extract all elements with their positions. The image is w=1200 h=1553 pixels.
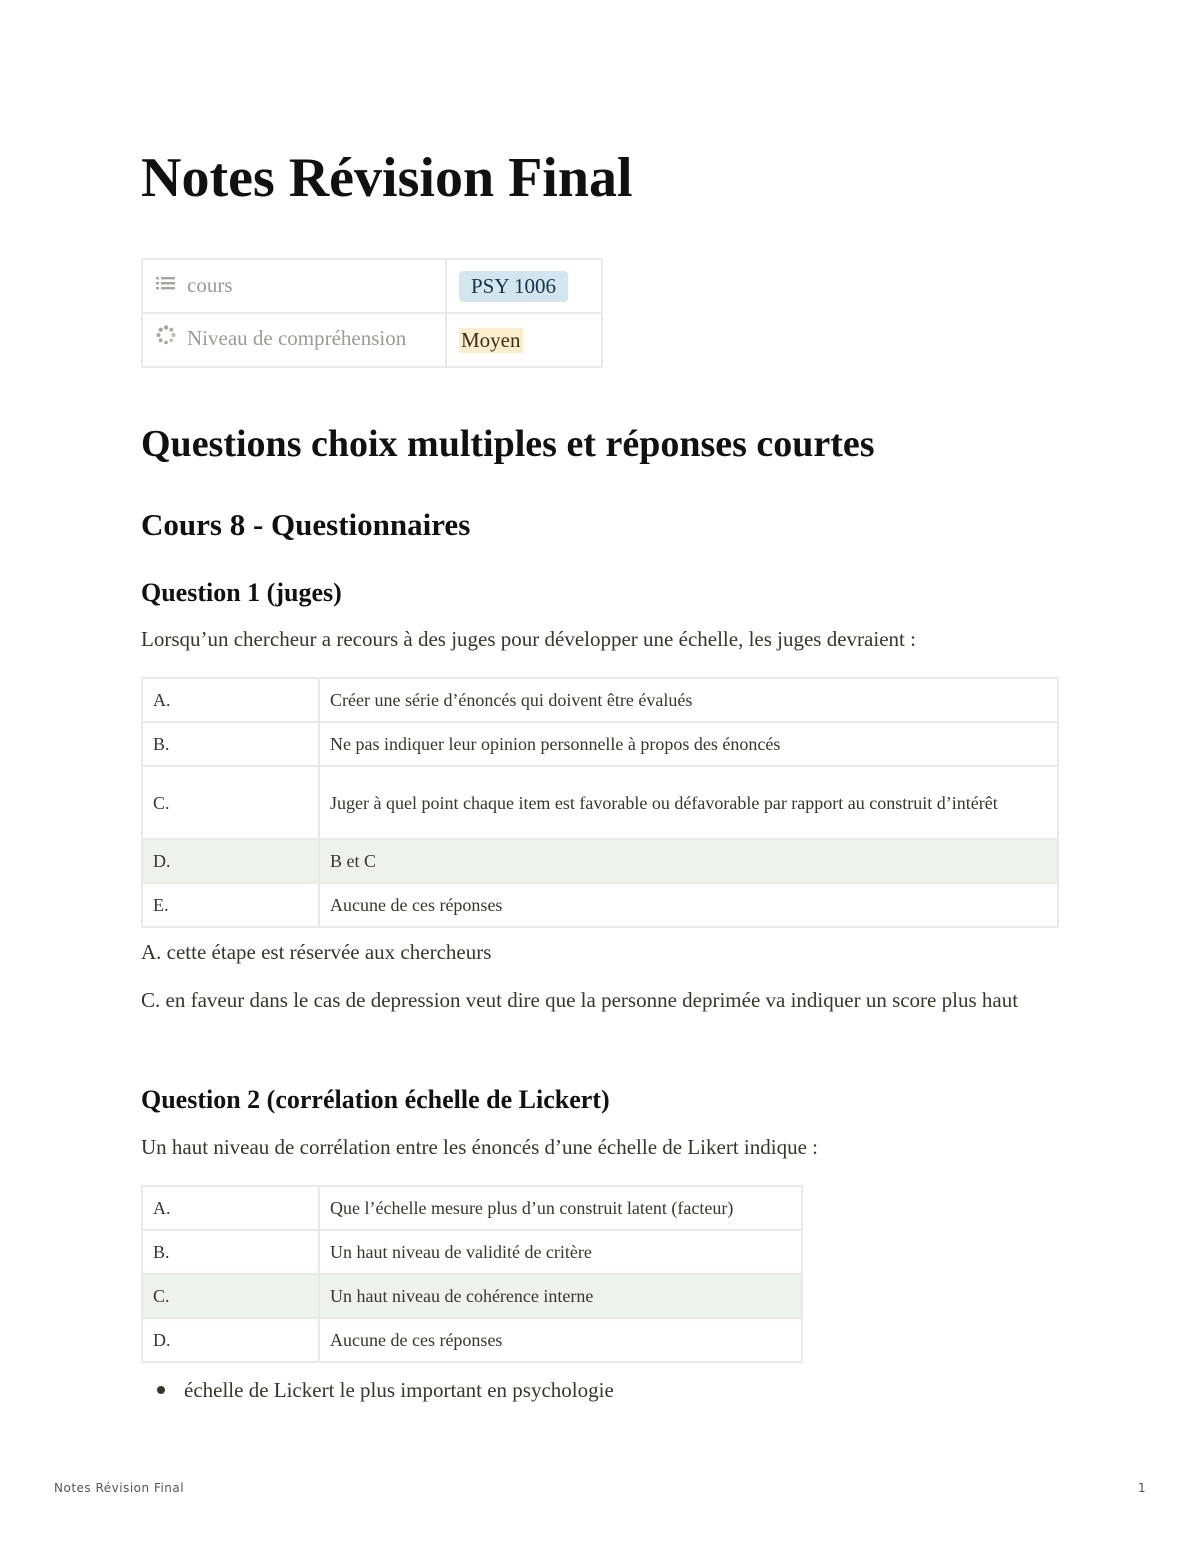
choice-row-correct [142, 1274, 802, 1318]
question-2-prompt: Un haut niveau de corrélation entre les énoncés d’une échelle de Likert indique : [141, 1135, 818, 1159]
choice-row [142, 1318, 802, 1362]
property-label: Niveau de compréhension [187, 325, 407, 350]
course-tag: PSY 1006 [459, 271, 568, 302]
choice-letter: D. [142, 839, 319, 883]
property-row-niveau [142, 313, 602, 367]
choice-letter: E. [142, 883, 319, 927]
section-heading: Questions choix multiples et réponses courtes [141, 423, 875, 465]
loading-spinner-icon [155, 324, 177, 352]
property-value-cell[interactable] [446, 313, 602, 367]
question-1-prompt: Lorsqu’un chercheur a recours à des juges pour développer une échelle, les juges devraient : [141, 627, 916, 651]
list-item-text: échelle de Lickert le plus important en psychologie [184, 1378, 614, 1402]
choice-text: Que l’échelle mesure plus d’un construit latent (facteur) [319, 1186, 802, 1230]
choice-letter: A. [142, 678, 319, 722]
choice-text: Ne pas indiquer leur opinion personnelle à propos des énoncés [319, 722, 1058, 766]
choice-row [142, 1230, 802, 1274]
choice-row [142, 883, 1058, 927]
choice-row-correct [142, 839, 1058, 883]
property-value-cell[interactable] [446, 259, 602, 313]
choice-text: Juger à quel point chaque item est favorable ou défavorable par rapport au construit d’intérêt [319, 766, 1058, 839]
question-2-heading: Question 2 (corrélation échelle de Lickert) [141, 1085, 610, 1114]
choice-row [142, 678, 1058, 722]
choice-text: B et C [319, 839, 1058, 883]
choice-letter: A. [142, 1186, 319, 1230]
footer-doc-name: Notes Révision Final [54, 1481, 185, 1495]
properties-table [141, 258, 603, 368]
choice-row [142, 766, 1058, 839]
list-icon [155, 272, 177, 297]
property-label: cours [187, 272, 233, 297]
course-heading: Cours 8 - Questionnaires [141, 507, 471, 542]
choice-text: Créer une série d’énoncés qui doivent être évalués [319, 678, 1058, 722]
choice-text: Un haut niveau de validité de critère [319, 1230, 802, 1274]
page-title: Notes Révision Final [141, 147, 633, 209]
choice-letter: C. [142, 1274, 319, 1318]
choice-text: Aucune de ces réponses [319, 883, 1058, 927]
list-item [141, 1372, 614, 1408]
question-2-bullet-list [141, 1372, 614, 1408]
choice-letter: B. [142, 722, 319, 766]
property-name-cell [142, 313, 446, 367]
footer-page-number: 1 [1138, 1481, 1146, 1495]
level-tag: Moyen [461, 327, 521, 352]
bullet-icon [157, 1386, 165, 1394]
question-1-choices-table [141, 677, 1059, 928]
property-row-cours [142, 259, 602, 313]
question-1-heading: Question 1 (juges) [141, 578, 342, 607]
choice-letter: B. [142, 1230, 319, 1274]
choice-letter: D. [142, 1318, 319, 1362]
property-name-cell [142, 259, 446, 313]
choice-text: Un haut niveau de cohérence interne [319, 1274, 802, 1318]
question-1-note: A. cette étape est réservée aux chercheurs [141, 940, 492, 964]
choice-row [142, 1186, 802, 1230]
choice-letter: C. [142, 766, 319, 839]
question-2-choices-table [141, 1185, 803, 1363]
choice-row [142, 722, 1058, 766]
question-1-note: C. en faveur dans le cas de depression veut dire que la personne deprimée va indiquer un score plus haut [141, 988, 1019, 1012]
choice-text: Aucune de ces réponses [319, 1318, 802, 1362]
